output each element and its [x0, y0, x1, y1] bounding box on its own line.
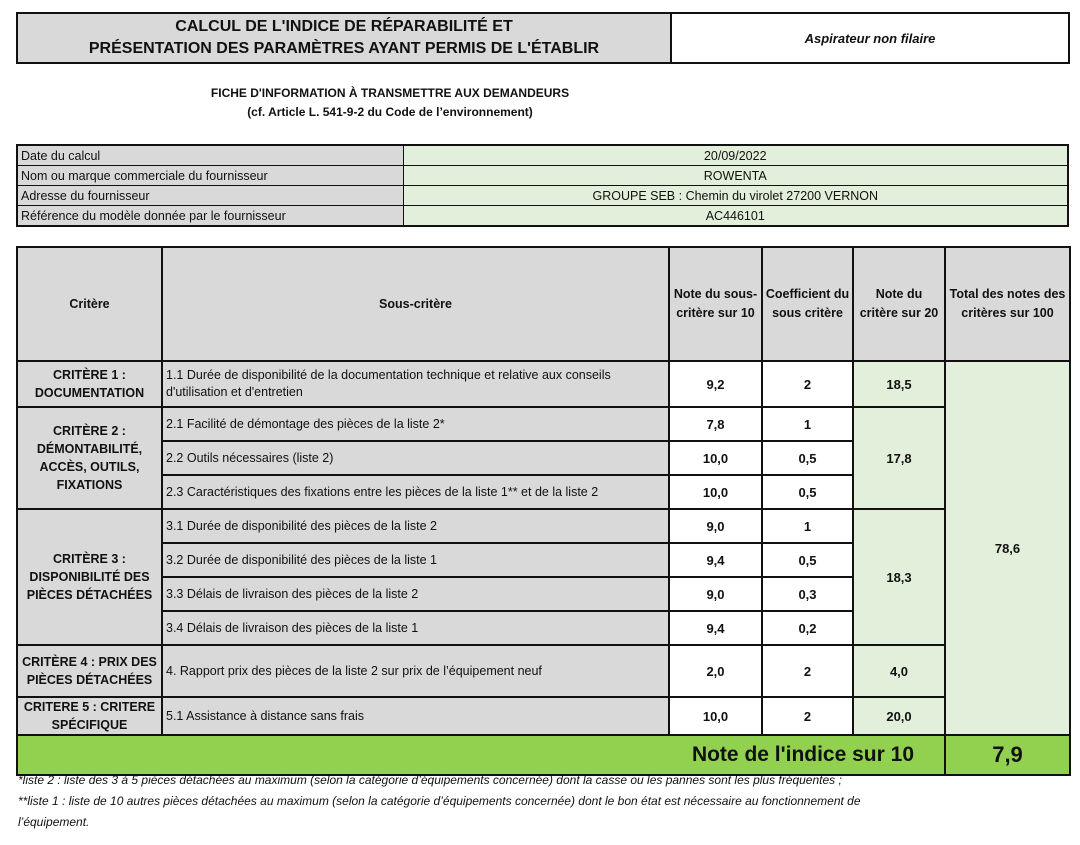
index-label: Note de l'indice sur 10	[17, 735, 945, 775]
sub-criterion-coefficient: 0,5	[762, 475, 853, 509]
sub-criterion-note: 10,0	[669, 441, 762, 475]
sub-criterion-coefficient: 0,3	[762, 577, 853, 611]
info-label: Référence du modèle donnée par le fournisseur	[17, 206, 403, 227]
sub-criterion-coefficient: 0,2	[762, 611, 853, 645]
info-value: AC446101	[403, 206, 1068, 227]
criteria-table	[16, 246, 1071, 776]
sub-criterion-label: 4. Rapport prix des pièces de la liste 2 sur prix de l’équipement neuf	[162, 645, 669, 697]
sub-criterion-coefficient: 2	[762, 697, 853, 735]
footnote-liste-1: **liste 1 : liste de 10 autres pièces détachées au maximum (selon la catégorie d’équipements concernée) dont le bon état est nécessaire au fonctionnement de	[18, 794, 861, 808]
criterion-name: CRITÈRE 2 : DÉMONTABILITÉ, ACCÈS, OUTILS, FIXATIONS	[17, 407, 162, 509]
sub-criterion-label: 3.3 Délais de livraison des pièces de la liste 2	[162, 577, 669, 611]
table-row	[17, 509, 1070, 543]
subheader-line-1: FICHE D'INFORMATION À TRANSMETTRE AUX DEMANDEURS	[210, 86, 570, 100]
sub-criterion-label: 3.1 Durée de disponibilité des pièces de la liste 2	[162, 509, 669, 543]
table-row	[17, 407, 1070, 441]
sub-criterion-note: 9,0	[669, 509, 762, 543]
sub-criterion-note: 10,0	[669, 475, 762, 509]
product-type-label: Aspirateur non filaire	[804, 30, 936, 46]
sub-criterion-note: 9,0	[669, 577, 762, 611]
subheader-line-2: (cf. Article L. 541-9-2 du Code de l’environnement)	[247, 105, 533, 119]
criterion-note: 4,0	[853, 645, 945, 697]
info-row	[17, 166, 1068, 186]
criterion-note: 18,5	[853, 361, 945, 407]
sub-criterion-note: 9,4	[669, 611, 762, 645]
info-row	[17, 186, 1068, 206]
criterion-name: CRITERE 5 : CRITERE SPÉCIFIQUE	[17, 697, 162, 735]
sub-criterion-coefficient: 2	[762, 645, 853, 697]
info-value: GROUPE SEB : Chemin du virolet 27200 VERNON	[403, 186, 1068, 206]
header-note-sous-critere: Note du sous-critère sur 10	[669, 247, 762, 361]
info-label: Date du calcul	[17, 145, 403, 166]
title-line-2: PRÉSENTATION DES PARAMÈTRES AYANT PERMIS DE L'ÉTABLIR	[88, 40, 600, 57]
sub-criterion-coefficient: 2	[762, 361, 853, 407]
sub-criterion-note: 2,0	[669, 645, 762, 697]
sub-criterion-label: 2.2 Outils nécessaires (liste 2)	[162, 441, 669, 475]
sub-criterion-coefficient: 1	[762, 407, 853, 441]
sub-criterion-label: 5.1 Assistance à distance sans frais	[162, 697, 669, 735]
header-critere: Critère	[17, 247, 162, 361]
subheader	[130, 84, 650, 122]
header-sous-critere: Sous-critère	[162, 247, 669, 361]
table-row	[17, 645, 1070, 697]
footnotes	[18, 770, 1068, 833]
criterion-name: CRITÈRE 1 : DOCUMENTATION	[17, 361, 162, 407]
total-score: 78,6	[945, 361, 1070, 735]
sub-criterion-label: 2.3 Caractéristiques des fixations entre les pièces de la liste 1** et de la liste 2	[162, 475, 669, 509]
info-label: Adresse du fournisseur	[17, 186, 403, 206]
sub-criterion-note: 7,8	[669, 407, 762, 441]
product-type	[670, 12, 1070, 64]
info-value: 20/09/2022	[403, 145, 1068, 166]
sub-criterion-note: 9,4	[669, 543, 762, 577]
info-value: ROWENTA	[403, 166, 1068, 186]
sub-criterion-label: 3.4 Délais de livraison des pièces de la liste 1	[162, 611, 669, 645]
criterion-note: 17,8	[853, 407, 945, 509]
info-label: Nom ou marque commerciale du fournisseur	[17, 166, 403, 186]
sub-criterion-label: 2.1 Facilité de démontage des pièces de la liste 2*	[162, 407, 669, 441]
footnote-liste-2: *liste 2 : liste des 3 à 5 pièces détachées au maximum (selon la catégorie d’équipements concernée) dont la casse ou les pannes sont les plus fréquentes ;	[18, 773, 842, 787]
supplier-info-table	[16, 144, 1069, 227]
sub-criterion-label: 1.1 Durée de disponibilité de la documentation technique et relative aux conseils d'utilisation et d'entretien	[162, 361, 669, 407]
table-row	[17, 361, 1070, 407]
title-line-1: CALCUL DE L'INDICE DE RÉPARABILITÉ ET	[175, 18, 513, 35]
index-value: 7,9	[945, 735, 1070, 775]
criterion-name: CRITÈRE 4 : PRIX DES PIÈCES DÉTACHÉES	[17, 645, 162, 697]
footnote-liste-1-cont: l’équipement.	[18, 815, 90, 829]
criterion-note: 18,3	[853, 509, 945, 645]
criterion-note: 20,0	[853, 697, 945, 735]
sub-criterion-label: 3.2 Durée de disponibilité des pièces de la liste 1	[162, 543, 669, 577]
sub-criterion-coefficient: 1	[762, 509, 853, 543]
header-total: Total des notes des critères sur 100	[945, 247, 1070, 361]
sub-criterion-coefficient: 0,5	[762, 441, 853, 475]
sub-criterion-coefficient: 0,5	[762, 543, 853, 577]
info-row	[17, 206, 1068, 227]
document-title	[16, 12, 672, 64]
index-row	[17, 735, 1070, 775]
header-note-critere: Note du critère sur 20	[853, 247, 945, 361]
header-coefficient: Coefficient du sous critère	[762, 247, 853, 361]
sub-criterion-note: 9,2	[669, 361, 762, 407]
table-row	[17, 697, 1070, 735]
sub-criterion-note: 10,0	[669, 697, 762, 735]
info-row	[17, 145, 1068, 166]
criterion-name: CRITÈRE 3 : DISPONIBILITÉ DES PIÈCES DÉTACHÉES	[17, 509, 162, 645]
